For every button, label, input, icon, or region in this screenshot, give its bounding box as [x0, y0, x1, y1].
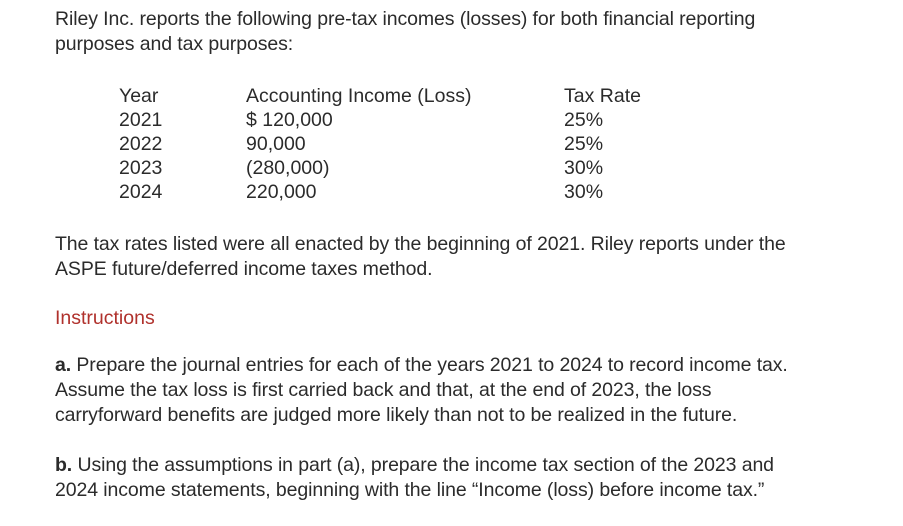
note-line-1: The tax rates listed were all enacted by the beginning of 2021. Riley reports under the: [55, 233, 786, 255]
income-cell: 220,000: [246, 181, 317, 203]
income-column: [246, 84, 471, 204]
income-cell: (280,000): [246, 157, 330, 179]
rate-cell: 30%: [564, 181, 604, 203]
intro-line-1: Riley Inc. reports the following pre-tax incomes (losses) for both financial reporting: [55, 8, 756, 30]
part-a-label: a.: [55, 354, 72, 376]
part-a-line-1: [55, 353, 788, 378]
rate-column: [564, 84, 641, 204]
part-b-label: b.: [55, 454, 73, 476]
part-b-line-2: 2024 income statements, beginning with the line “Income (loss) before income tax.”: [55, 479, 765, 501]
instruction-part-a: [55, 353, 788, 428]
year-cell: 2021: [119, 109, 163, 131]
part-a-line-2: Assume the tax loss is first carried back and that, at the end of 2023, the loss: [55, 379, 712, 401]
intro-paragraph: [55, 7, 755, 57]
rate-cell: 30%: [564, 157, 604, 179]
part-b-text: Using the assumptions in part (a), prepare the income tax section of the 2023 and: [72, 454, 774, 476]
intro-line-2: purposes and tax purposes:: [55, 33, 294, 55]
year-header: Year: [119, 85, 159, 107]
income-cell: $ 120,000: [246, 109, 333, 131]
rate-header: Tax Rate: [564, 85, 641, 107]
tax-rates-note: [55, 232, 786, 282]
income-header: Accounting Income (Loss): [246, 85, 472, 107]
income-cell: 90,000: [246, 133, 306, 155]
note-line-2: ASPE future/deferred income taxes method.: [55, 258, 433, 280]
part-a-text: Prepare the journal entries for each of the years 2021 to 2024 to record income tax.: [71, 354, 788, 376]
year-cell: 2022: [119, 133, 163, 155]
year-cell: 2024: [119, 181, 163, 203]
rate-cell: 25%: [564, 133, 604, 155]
part-b-line-1: [55, 453, 774, 478]
year-cell: 2023: [119, 157, 163, 179]
instruction-part-b: [55, 453, 774, 503]
rate-cell: 25%: [564, 109, 604, 131]
year-column: [119, 84, 162, 204]
instructions-heading: Instructions: [55, 307, 155, 329]
part-a-line-3: carryforward benefits are judged more likely than not to be realized in the future.: [55, 404, 738, 426]
